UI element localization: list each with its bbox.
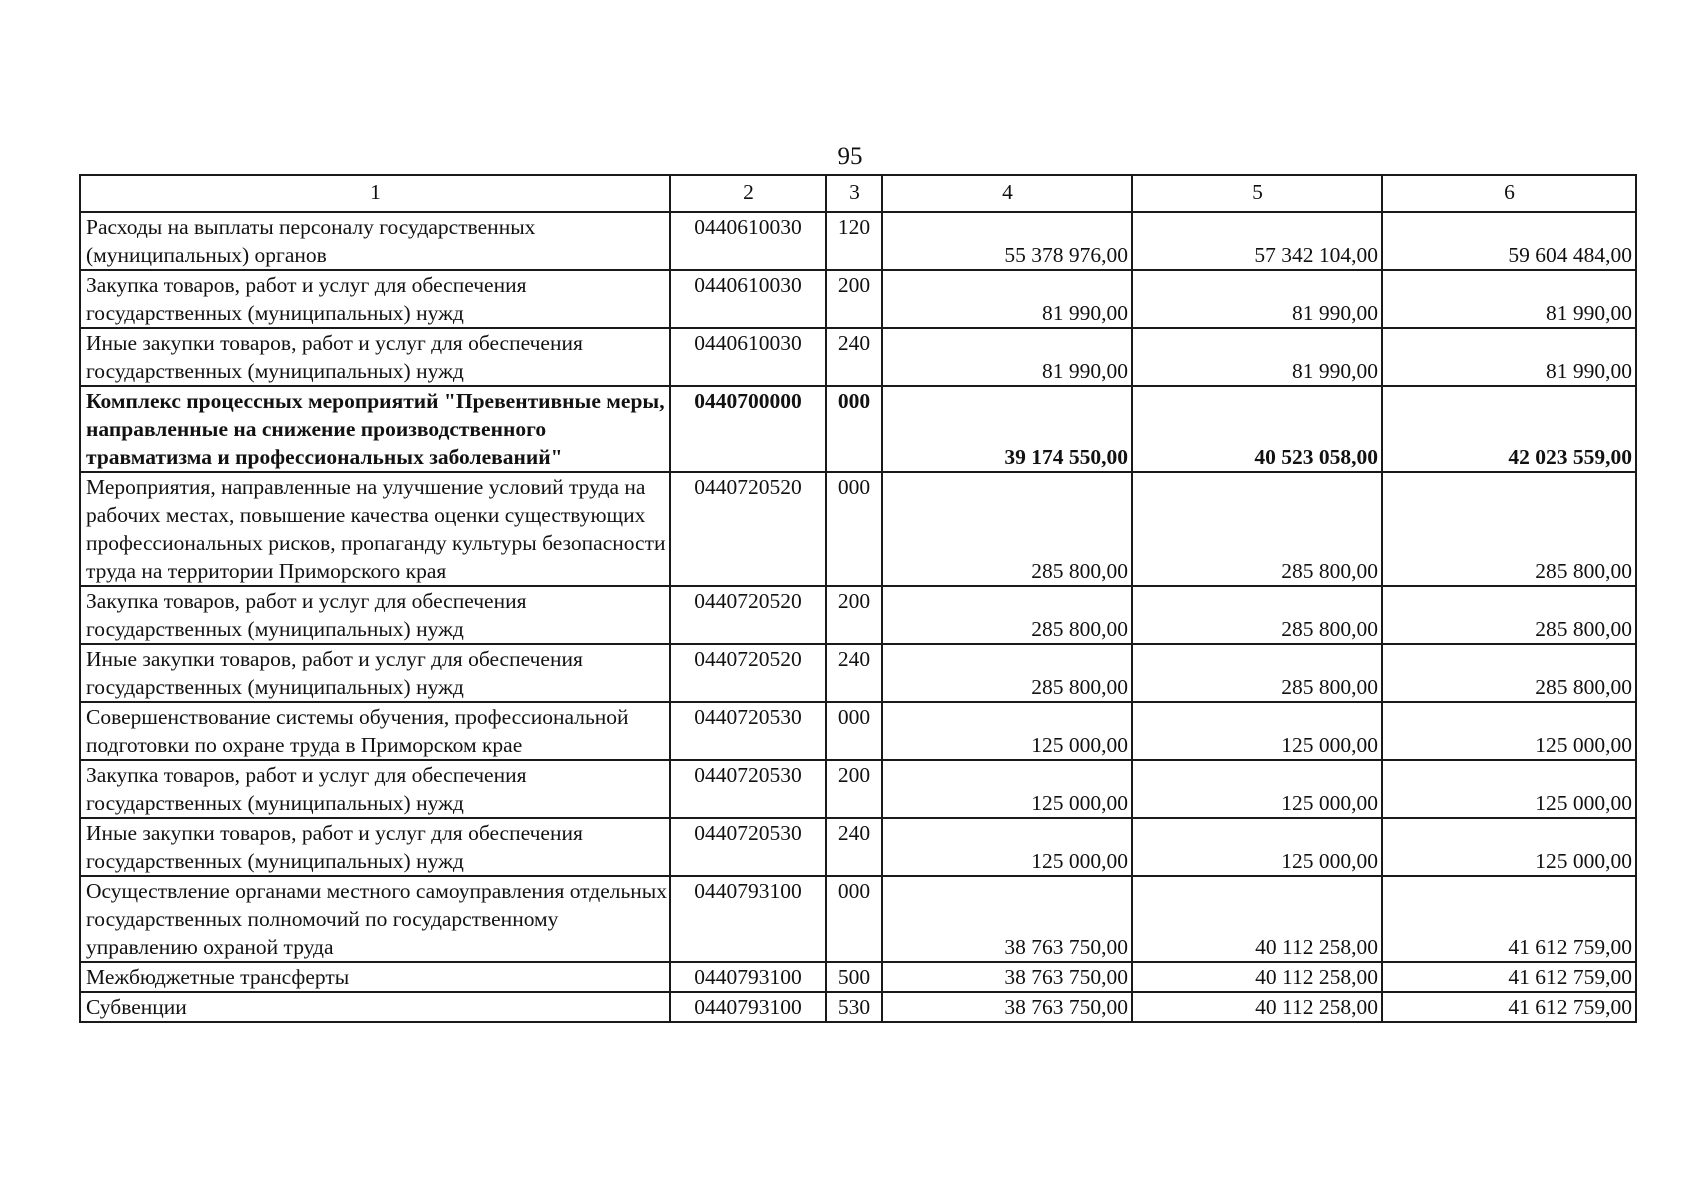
amount-col-6: 285 800,00 bbox=[1382, 644, 1636, 702]
header-cell-5: 5 bbox=[1132, 175, 1382, 212]
item-name: Закупка товаров, работ и услуг для обеспечения государственных (муниципальных) нужд bbox=[80, 586, 670, 644]
amount-col-6: 81 990,00 bbox=[1382, 270, 1636, 328]
table-row bbox=[80, 212, 1636, 270]
expense-type-code: 000 bbox=[826, 702, 882, 760]
target-code: 0440720530 bbox=[670, 702, 826, 760]
amount-col-4: 39 174 550,00 bbox=[882, 386, 1132, 472]
amount-col-4: 125 000,00 bbox=[882, 818, 1132, 876]
expense-type-code: 000 bbox=[826, 876, 882, 962]
expense-type-code: 240 bbox=[826, 818, 882, 876]
item-name: Субвенции bbox=[80, 992, 670, 1022]
amount-col-5: 40 112 258,00 bbox=[1132, 992, 1382, 1022]
target-code: 0440700000 bbox=[670, 386, 826, 472]
target-code: 0440720520 bbox=[670, 472, 826, 586]
table-row bbox=[80, 962, 1636, 992]
table-row bbox=[80, 270, 1636, 328]
item-name: Иные закупки товаров, работ и услуг для обеспечения государственных (муниципальных) нужд bbox=[80, 644, 670, 702]
amount-col-6: 125 000,00 bbox=[1382, 818, 1636, 876]
amount-col-4: 285 800,00 bbox=[882, 586, 1132, 644]
amount-col-6: 41 612 759,00 bbox=[1382, 876, 1636, 962]
amount-col-4: 81 990,00 bbox=[882, 270, 1132, 328]
amount-col-5: 285 800,00 bbox=[1132, 644, 1382, 702]
amount-col-5: 81 990,00 bbox=[1132, 270, 1382, 328]
amount-col-5: 40 112 258,00 bbox=[1132, 962, 1382, 992]
target-code: 0440720530 bbox=[670, 818, 826, 876]
amount-col-4: 81 990,00 bbox=[882, 328, 1132, 386]
header-cell-6: 6 bbox=[1382, 175, 1636, 212]
table-row bbox=[80, 760, 1636, 818]
target-code: 0440610030 bbox=[670, 328, 826, 386]
expense-type-code: 530 bbox=[826, 992, 882, 1022]
table-row bbox=[80, 644, 1636, 702]
amount-col-5: 81 990,00 bbox=[1132, 328, 1382, 386]
amount-col-6: 41 612 759,00 bbox=[1382, 962, 1636, 992]
item-name: Осуществление органами местного самоуправления отдельных государственных полномочий по государственному управлению охраной труда bbox=[80, 876, 670, 962]
amount-col-4: 285 800,00 bbox=[882, 644, 1132, 702]
item-name: Закупка товаров, работ и услуг для обеспечения государственных (муниципальных) нужд bbox=[80, 270, 670, 328]
target-code: 0440793100 bbox=[670, 962, 826, 992]
table-body bbox=[80, 212, 1636, 1022]
table-row bbox=[80, 992, 1636, 1022]
table-row bbox=[80, 876, 1636, 962]
amount-col-5: 125 000,00 bbox=[1132, 702, 1382, 760]
amount-col-4: 38 763 750,00 bbox=[882, 876, 1132, 962]
amount-col-6: 125 000,00 bbox=[1382, 760, 1636, 818]
amount-col-5: 57 342 104,00 bbox=[1132, 212, 1382, 270]
budget-table bbox=[79, 174, 1637, 1023]
table-row bbox=[80, 586, 1636, 644]
page-number: 95 bbox=[837, 143, 863, 170]
amount-col-5: 285 800,00 bbox=[1132, 586, 1382, 644]
expense-type-code: 500 bbox=[826, 962, 882, 992]
expense-type-code: 240 bbox=[826, 644, 882, 702]
target-code: 0440793100 bbox=[670, 876, 826, 962]
amount-col-6: 81 990,00 bbox=[1382, 328, 1636, 386]
amount-col-6: 42 023 559,00 bbox=[1382, 386, 1636, 472]
header-cell-3: 3 bbox=[826, 175, 882, 212]
header-cell-2: 2 bbox=[670, 175, 826, 212]
expense-type-code: 200 bbox=[826, 586, 882, 644]
table-row bbox=[80, 328, 1636, 386]
amount-col-4: 125 000,00 bbox=[882, 702, 1132, 760]
amount-col-6: 41 612 759,00 bbox=[1382, 992, 1636, 1022]
amount-col-4: 125 000,00 bbox=[882, 760, 1132, 818]
expense-type-code: 120 bbox=[826, 212, 882, 270]
amount-col-4: 285 800,00 bbox=[882, 472, 1132, 586]
amount-col-4: 55 378 976,00 bbox=[882, 212, 1132, 270]
target-code: 0440610030 bbox=[670, 270, 826, 328]
item-name: Комплекс процессных мероприятий "Превентивные меры, направленные на снижение производственного травматизма и профессиональных заболеваний" bbox=[80, 386, 670, 472]
target-code: 0440793100 bbox=[670, 992, 826, 1022]
amount-col-6: 125 000,00 bbox=[1382, 702, 1636, 760]
amount-col-5: 40 523 058,00 bbox=[1132, 386, 1382, 472]
expense-type-code: 200 bbox=[826, 270, 882, 328]
item-name: Закупка товаров, работ и услуг для обеспечения государственных (муниципальных) нужд bbox=[80, 760, 670, 818]
amount-col-6: 285 800,00 bbox=[1382, 586, 1636, 644]
amount-col-6: 59 604 484,00 bbox=[1382, 212, 1636, 270]
amount-col-5: 125 000,00 bbox=[1132, 818, 1382, 876]
expense-type-code: 000 bbox=[826, 386, 882, 472]
amount-col-4: 38 763 750,00 bbox=[882, 992, 1132, 1022]
header-cell-1: 1 bbox=[80, 175, 670, 212]
expense-type-code: 200 bbox=[826, 760, 882, 818]
amount-col-6: 285 800,00 bbox=[1382, 472, 1636, 586]
amount-col-5: 125 000,00 bbox=[1132, 760, 1382, 818]
target-code: 0440720520 bbox=[670, 644, 826, 702]
target-code: 0440720530 bbox=[670, 760, 826, 818]
item-name: Межбюджетные трансферты bbox=[80, 962, 670, 992]
table-row bbox=[80, 386, 1636, 472]
target-code: 0440720520 bbox=[670, 586, 826, 644]
amount-col-5: 40 112 258,00 bbox=[1132, 876, 1382, 962]
expense-type-code: 240 bbox=[826, 328, 882, 386]
header-row bbox=[80, 175, 1636, 212]
table-row bbox=[80, 702, 1636, 760]
item-name: Совершенствование системы обучения, профессиональной подготовки по охране труда в Приморском крае bbox=[80, 702, 670, 760]
item-name: Мероприятия, направленные на улучшение условий труда на рабочих местах, повышение качества оценки существующих профессиональных рисков, пропаганду культуры безопасности труда на территории Приморского края bbox=[80, 472, 670, 586]
table-row bbox=[80, 818, 1636, 876]
item-name: Иные закупки товаров, работ и услуг для обеспечения государственных (муниципальных) нужд bbox=[80, 328, 670, 386]
header-cell-4: 4 bbox=[882, 175, 1132, 212]
amount-col-4: 38 763 750,00 bbox=[882, 962, 1132, 992]
table-row bbox=[80, 472, 1636, 586]
target-code: 0440610030 bbox=[670, 212, 826, 270]
expense-type-code: 000 bbox=[826, 472, 882, 586]
amount-col-5: 285 800,00 bbox=[1132, 472, 1382, 586]
item-name: Иные закупки товаров, работ и услуг для обеспечения государственных (муниципальных) нужд bbox=[80, 818, 670, 876]
item-name: Расходы на выплаты персоналу государственных (муниципальных) органов bbox=[80, 212, 670, 270]
